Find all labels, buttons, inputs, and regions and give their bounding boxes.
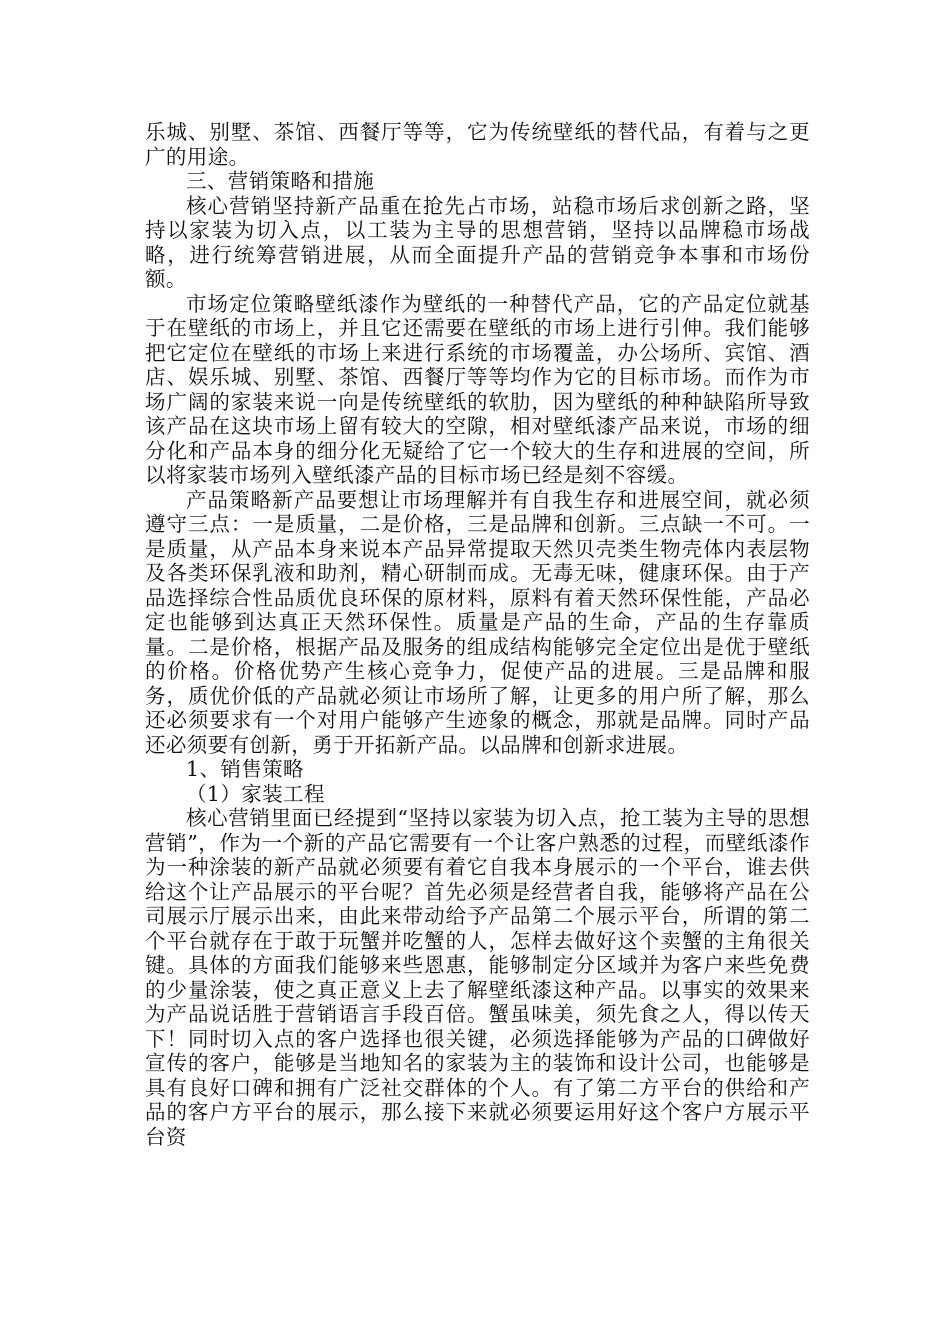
paragraph-market-positioning: 市场定位策略壁纸漆作为壁纸的一种替代产品，它的产品定位就基于在壁纸的市场上，并且它还需要在壁纸的市场上进行引伸。我们能够把它定位在壁纸的市场上来进行系统的市场覆盖，办公场所、宾馆、酒店、娱乐城、别墅、茶馆、西餐厅等等均作为它的目标市场。而作为市场广阔的家装来说一向是传统壁纸的软肋，因为壁纸的种种缺陷所导致该产品在这块市场上留有较大的空隙，相对壁纸漆产品来说，市场的细分化和产品本身的细分化无疑给了它一个较大的生存和进展的空间，所以将家装市场列入壁纸漆产品的目标市场已经是刻不容缓。	[145, 291, 810, 487]
subheading-sales-strategy: 1、销售策略	[186, 757, 304, 781]
document-body	[145, 120, 810, 1149]
paragraph-core-marketing: 核心营销坚持新产品重在抢先占市场，站稳市场后求创新之路，坚持以家装为切入点，以工装为主导的思想营销，坚持以品牌稳市场战略，进行统筹营销进展，从而全面提升产品的营销竞争本事和市场份额。	[145, 193, 810, 291]
paragraph-product-strategy: 产品策略新产品要想让市场理解并有自我生存和进展空间，就必须遵守三点：一是质量，二是价格，三是品牌和创新。三点缺一不可。一是质量，从产品本身来说本产品异常提取天然贝壳类生物壳体内表层物及各类环保乳液和助剂，精心研制而成。无毒无味，健康环保。由于产品选择综合性品质优良环保的原材料，原料有着天然环保性能，产品必定也能够到达真正天然环保性。质量是产品的生命，产品的生存靠质量。二是价格，根据产品及服务的组成结构能够完全定位出是优于壁纸的价格。价格优势产生核心竞争力，促使产品的进展。三是品牌和服务，质优价低的产品就必须让市场所了解，让更多的用户所了解，那么还必须要求有一个对用户能够产生迹象的概念，那就是品牌。同时产品还必须要有创新，勇于开拓新产品。以品牌和创新求进展。	[145, 487, 810, 757]
section-heading-marketing-strategy: 三、营销策略和措施	[186, 169, 375, 193]
paragraph-home-decoration: 核心营销里面已经提到“坚持以家装为切入点，抢工装为主导的思想营销”，作为一个新的产品它需要有一个让客户熟悉的过程，而壁纸漆作为一种涂装的新产品就必须要有着它自我本身展示的一个平台，谁去供给这个让产品展示的平台呢？首先必须是经营者自我，能够将产品在公司展示厅展示出来，由此来带动给予产品第二个展示平台，所谓的第二个平台就存在于敢于玩蟹并吃蟹的人，怎样去做好这个卖蟹的主角很关键。具体的方面我们能够来些恩惠，能够制定分区域并为客户来些免费的少量涂装，使之真正意义上去了解壁纸漆这种产品。以事实的效果来为产品说话胜于营销语言手段百倍。蟹虽味美，须先食之人，得以传天下！同时切入点的客户选择也很关键，必须选择能够为产品的口碑做好宣传的客户，能够是当地知名的家装为主的装饰和设计公司，也能够是具有良好口碑和拥有广泛社交群体的个人。有了第二方平台的供给和产品的客户方平台的展示，那么接下来就必须要运用好这个客户方展示平台资	[145, 806, 810, 1149]
subheading-home-decoration: （1）家装工程	[186, 781, 325, 806]
paragraph-continued: 乐城、别墅、茶馆、西餐厅等等，它为传统壁纸的替代品，有着与之更广的用途。	[145, 120, 810, 169]
